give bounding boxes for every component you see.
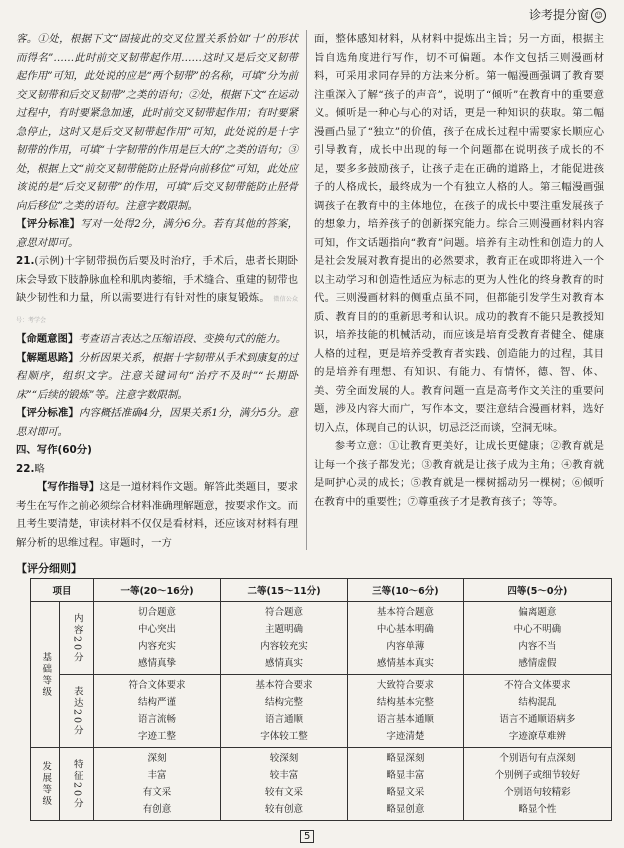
rubric-item: 语言流畅 bbox=[138, 714, 177, 725]
rubric-cell bbox=[348, 602, 464, 675]
rubric-item: 符合题意 bbox=[265, 607, 304, 618]
question-22 bbox=[16, 460, 298, 479]
rubric-item: 结构严谨 bbox=[138, 697, 177, 708]
rubric-item: 字迹工整 bbox=[138, 731, 177, 742]
rubric-group-basic-label: 基础等级 bbox=[40, 651, 52, 698]
rubric-cell bbox=[463, 675, 611, 748]
scoring-standard-text: 写对一处得2分，满分6分。若有其他的答案，意思对即可。 bbox=[16, 218, 298, 249]
column-divider bbox=[306, 30, 307, 550]
rubric-item: 语言基本通顺 bbox=[376, 714, 434, 725]
rubric-row-feature bbox=[31, 748, 612, 821]
watermark-text: 微信公众号：考学会 bbox=[16, 296, 298, 324]
rubric-item: 基本符合要求 bbox=[255, 680, 313, 691]
rubric-cell bbox=[221, 602, 348, 675]
rubric-cell bbox=[348, 675, 464, 748]
scoring-standard-tag: 【评分标准】 bbox=[16, 218, 81, 230]
solution-text: 分析因果关系，根据十字韧带从手术到康复的过程顺序，组织文字。注意关键词句“治疗不及时”“长期卧床”“后续的锻炼”等。注意字数限制。 bbox=[16, 351, 299, 401]
page-number: 5 bbox=[300, 830, 314, 843]
rubric-group-development bbox=[31, 748, 60, 821]
rubric-group-basic bbox=[31, 602, 60, 748]
rubric-cell bbox=[348, 748, 464, 821]
rubric-cell bbox=[463, 748, 611, 821]
rubric-cell bbox=[463, 602, 611, 675]
rubric-label-expression bbox=[60, 675, 94, 748]
question-22-answer: 略 bbox=[34, 462, 45, 475]
rubric-item: 个别语句有点深刻 bbox=[499, 753, 576, 764]
rubric-item: 感情真挚 bbox=[138, 658, 177, 669]
rubric-item: 结构完整 bbox=[265, 697, 304, 708]
rubric-item: 丰富 bbox=[147, 770, 167, 781]
rubric-header-grade2: 二等(15～11分) bbox=[221, 579, 348, 602]
rubric-item: 语言不通顺语病多 bbox=[499, 714, 576, 725]
answer-explanation-paragraph: 客。①处，根据下文“固接此的交叉位置关系恰如‘十’的形状而得名”……此时前交叉韧带起作用……这时又是后交叉韧带起作用”可知，此处说的应是“两个韧带”的名称，可填“分为前交叉韧带和后交叉韧带”之类的语句；②处，根据下文“在运动过程中，有时要紧急加速，此时前交叉韧带起作用；有时要紧急停止，这时又是后交叉韧带起作用”可知，此处说的是十字韧带的作用，可填“十字韧带的作用是巨大的”之类的语句；③处，根据上文“前交叉韧带能防止胫骨向前移位”可知，此处应该说的是“后交叉韧带”的作用，可填“后交叉韧带能防止胫骨向后移位”之类的语句。注意字数限制。 bbox=[16, 33, 298, 212]
rubric-item: 结构基本完整 bbox=[376, 697, 434, 708]
rubric-item: 略显个性 bbox=[518, 804, 557, 815]
solution-tag: 【解题思路】 bbox=[16, 351, 79, 364]
rubric-item: 语言通顺 bbox=[265, 714, 304, 725]
writing-guide bbox=[16, 478, 298, 552]
rubric-item: 有文采 bbox=[142, 787, 172, 798]
rubric-item: 主题明确 bbox=[265, 624, 304, 635]
rubric-item: 较丰富 bbox=[269, 770, 299, 781]
rubric-item: 略显深刻 bbox=[386, 753, 425, 764]
writing-guide-text: 这是一道材料作文题。解答此类题目，要求考生在写作之前必须综合材料准确理解题意，按要求作文。而且考生要清楚，审读材料不仅仅是看材料，还应该对材料有理解分析的思维过程。审题时，一方 bbox=[16, 481, 298, 549]
rubric-table bbox=[30, 578, 612, 821]
rubric-item: 内容较充实 bbox=[260, 641, 308, 652]
scoring-21 bbox=[16, 404, 298, 441]
rubric-item: 不符合文体要求 bbox=[504, 680, 571, 691]
rubric-item: 略显文采 bbox=[386, 787, 425, 798]
rubric-item: 较深刻 bbox=[269, 753, 299, 764]
rubric-group-development-label: 发展等级 bbox=[40, 761, 52, 807]
rubric-label-content-text: 内容20分 bbox=[71, 612, 83, 664]
rubric-item: 字迹清楚 bbox=[386, 731, 425, 742]
rubric-item: 中心不明确 bbox=[513, 624, 562, 635]
rubric-item: 略显创意 bbox=[386, 804, 425, 815]
question-22-number: 22. bbox=[16, 462, 35, 475]
rubric-item: 结构混乱 bbox=[518, 697, 557, 708]
rubric-item: 感情虚假 bbox=[518, 658, 557, 669]
question-21-answer: (示例)十字韧带损伤后要及时治疗，手术后，患者长期卧床会导致下肢静脉血栓和肌肉萎缩，手术缝合、重建的韧带也缺少韧性和力量，所以需要进行有针对性的康复锻炼。 bbox=[16, 255, 298, 304]
reference-themes: 参考立意：①让教育更美好，让成长更健康；②教育就是让每一个孩子都发光；③教育就是让孩子成为主角；④教育就是呵护心灵的成长；⑤教育就是一棵树摇动另一棵树；⑥倾听在教育中的重要性；⑦尊重孩子才是教育孩子；等等。 bbox=[314, 440, 604, 508]
right-column bbox=[314, 30, 604, 511]
rubric-title: 【评分细则】 bbox=[16, 562, 82, 575]
rubric-cell bbox=[94, 675, 221, 748]
rubric-item: 内容单薄 bbox=[386, 641, 425, 652]
solution-21 bbox=[16, 349, 298, 405]
intent-text: 考查语言表达之压缩语段、变换句式的能力。 bbox=[78, 333, 287, 345]
smiley-logo-icon: ☺ bbox=[591, 8, 606, 23]
intent-tag: 【命题意图】 bbox=[16, 333, 79, 345]
scoring-21-text: 内容概括准确4分，因果关系1分，满分5分。意思对即可。 bbox=[16, 407, 298, 438]
scoring-standard-20 bbox=[16, 215, 298, 252]
rubric-item: 较有创意 bbox=[265, 804, 304, 815]
rubric-cell bbox=[94, 748, 221, 821]
rubric-item: 个别例子或细节较好 bbox=[494, 770, 581, 781]
rubric-header-item: 项目 bbox=[31, 579, 94, 602]
rubric-item: 切合题意 bbox=[138, 607, 177, 618]
rubric-item: 偏离题意 bbox=[518, 607, 557, 618]
rubric-item: 内容不当 bbox=[518, 641, 557, 652]
left-column bbox=[16, 30, 298, 552]
rubric-item: 内容充实 bbox=[138, 641, 177, 652]
rubric-header-grade1: 一等(20～16分) bbox=[94, 579, 221, 602]
rubric-item: 字迹潦草难辨 bbox=[508, 731, 566, 742]
rubric-item: 个别语句较精彩 bbox=[504, 787, 571, 798]
rubric-cell bbox=[221, 748, 348, 821]
rubric-item: 感情基本真实 bbox=[376, 658, 434, 669]
rubric-item: 深刻 bbox=[147, 753, 167, 764]
rubric-item: 大致符合要求 bbox=[376, 680, 434, 691]
rubric-item: 中心基本明确 bbox=[376, 624, 434, 635]
rubric-header-grade4: 四等(5～0分) bbox=[463, 579, 611, 602]
writing-guide-continued: 面，整体感知材料，从材料中提炼出主旨；另一方面，根据主旨自选角度进行写作，切不可偏题。本作文包括三则漫画材料，可采用求同存异的方法来分析。第一幅漫画强调了教育要注重深入了解“孩子的声音”，说明了“倾听”在教育中的重要意义。倾听是一种心与心的对话，更是一种知识的获取。第二幅漫画凸显了“独立”的价值，孩子在成长过程中需要家长顺应心引导教育，成长中出现的每一个问题都在说明孩子成长的不足，要多多鼓励孩子，让孩子走在正确的道路上，才能促进孩子的人格成长，最终成为一个有独立人格的人。第三幅漫画强调孩子在教育中的主体地位，在孩子的成长中要注重发展孩子的想象力，培养孩子的创新探究能力。综合三则漫画材料内容可知，作文话题指向“教育”问题。培养有主动性和创造力的人是社会发展对教育提出的必然要求，教育正在或即将进入一个以主动学习和创造性适应为标志的更为人性化的终身教育的时代。三则漫画材料的侧重点虽不同，但都能引发学生对教育本质、教育目的的重新思考和认识。成功的教育不能只是教授知识，培养技能的机械活动，而应该是培育受教育者健全、健康人格的过程，更是培养受教育者实践、创造能力的过程，其目的是培养有理想、有知识、有能力、有情怀，德、智、体、美、劳全面发展的人。教育问题一直是高考作文关注的重要问题，涉及内容大而广，写作本文，要注意结合漫画材料，选好切入点，体现自己的认识，切忌泛泛而谈，空洞无味。 bbox=[314, 33, 604, 434]
rubric-cell bbox=[94, 602, 221, 675]
rubric-item: 符合文体要求 bbox=[128, 680, 186, 691]
writing-guide-tag: 【写作指导】 bbox=[36, 481, 100, 493]
rubric-label-feature-text: 特征20分 bbox=[71, 758, 83, 810]
header-title: 诊考提分窗 bbox=[528, 8, 589, 22]
rubric-item: 字体较工整 bbox=[260, 731, 308, 742]
rubric-item: 较有文采 bbox=[265, 787, 304, 798]
rubric-item: 中心突出 bbox=[138, 624, 177, 635]
intent-21 bbox=[16, 330, 298, 349]
rubric-item: 略显丰富 bbox=[386, 770, 425, 781]
section-heading-writing: 四、写作(60分) bbox=[16, 444, 92, 456]
rubric-header-grade3: 三等(10～6分) bbox=[348, 579, 464, 602]
rubric-row-expression bbox=[31, 675, 612, 748]
question-21-number: 21. bbox=[16, 255, 35, 267]
rubric-label-expression-text: 表达20分 bbox=[71, 685, 83, 737]
rubric-label-feature bbox=[60, 748, 94, 821]
rubric-item: 感情真实 bbox=[265, 658, 304, 669]
rubric-header-row bbox=[31, 579, 612, 602]
rubric-item: 有创意 bbox=[142, 804, 172, 815]
scoring-21-tag: 【评分标准】 bbox=[16, 407, 79, 419]
rubric-label-content bbox=[60, 602, 94, 675]
question-21 bbox=[16, 252, 298, 330]
page-header bbox=[529, 6, 606, 23]
rubric-row-content bbox=[31, 602, 612, 675]
rubric-item: 基本符合题意 bbox=[376, 607, 434, 618]
rubric-cell bbox=[221, 675, 348, 748]
